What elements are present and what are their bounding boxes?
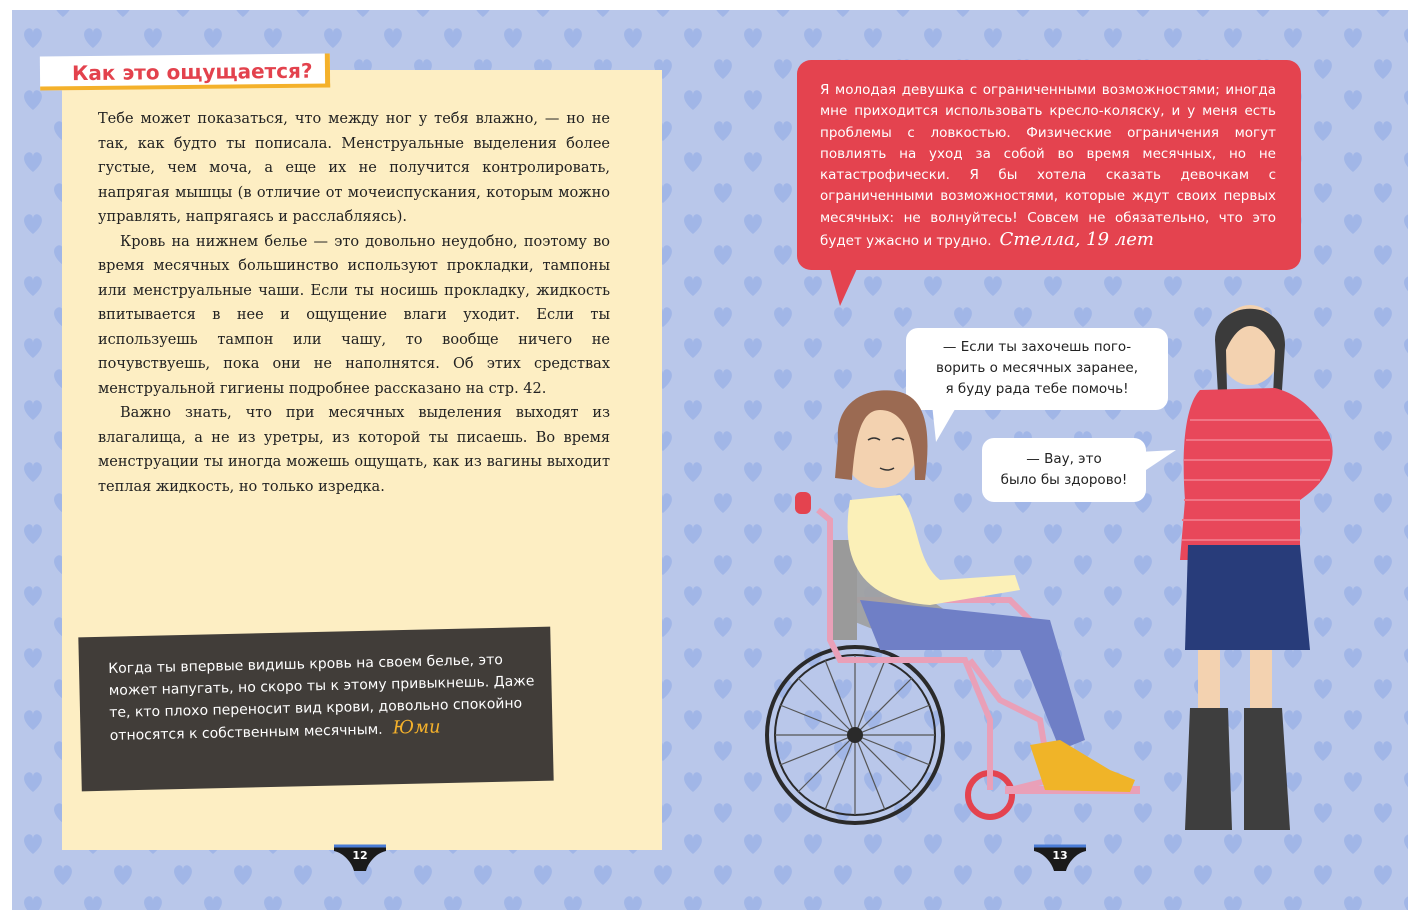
page-number-right: 13 (1032, 843, 1088, 873)
speech-bubble-2-line-2: было бы здорово! (1000, 472, 1128, 488)
body-text (98, 107, 610, 499)
section-title: Как это ощущается? (40, 53, 330, 90)
quote-body: Когда ты впервые видишь кровь на своем белье, это может напугать, но скоро ты к этому привыкнешь. Даже те, кто плохо переносит вид крови, довольно спокойно относятся к собственным месячным. (108, 652, 535, 744)
speech-bubble-1-line-2: ворить о месячных заранее, (935, 360, 1139, 376)
speech-bubble-1 (906, 328, 1168, 410)
paragraph-2: Кровь на нижнем белье — это довольно неудобно, поэтому во время месячных большинство используют прокладки, тампоны или менструальные чаши. Если ты носишь прокладку, жидкость впитывается в нее и ощущение влаги уходит. Если ты используешь тампон или чашу, то вообще ничего не почувствуешь, пока они не наполнятся. Об этих средствах менструальной гигиены подробнее рассказано на стр. 42. (98, 233, 610, 397)
story-bubble-tail (826, 262, 866, 308)
story-signature: Стелла, 19 лет (999, 229, 1154, 251)
quote-signature: Юми (392, 716, 441, 739)
speech-bubble-1-line-1: — Если ты захочешь пого- (942, 339, 1132, 355)
speech-bubble-2 (982, 438, 1146, 502)
speech-bubble-2-tail (1138, 448, 1178, 478)
speech-bubble-1-tail (928, 404, 962, 444)
quote-text (108, 648, 540, 747)
speech-bubble-2-line-1: — Вау, это (1026, 451, 1102, 467)
speech-bubble-1-line-3: я буду рада тебе помочь! (945, 381, 1129, 397)
paragraph-1: Тебе может показаться, что между ног у тебя влажно, — но не так, как будто ты пописала. Менструальные выделения более густые, чем моча, а еще их не получится контролировать, напрягая мышцы (в отличие от мочеиспускания, которым можно управлять, напрягаясь и расслабляясь). (98, 111, 610, 225)
story-text (820, 80, 1276, 252)
story-body: Я молодая девушка с ограниченными возможностями; иногда мне приходится использовать кресло-коляску, и у меня есть проблемы с ловкостью. Физические ограничения могут повлиять на уход за собой во время месячных, но не катастрофически. Я бы хотела сказать девочкам с ограниченными возможностями, которые ждут своих первых месячных: не волнуйтесь! Совсем не обязательно, что это будет ужасно и трудно. (820, 82, 1276, 250)
page-number-left: 12 (332, 843, 388, 873)
paragraph-3: Важно знать, что при месячных выделения выходят из влагалища, а не из уретры, из которой ты писаешь. Во время менструации ты иногда можешь ощущать, как из вагины выходит теплая жидкость, но только изредка. (98, 405, 610, 495)
